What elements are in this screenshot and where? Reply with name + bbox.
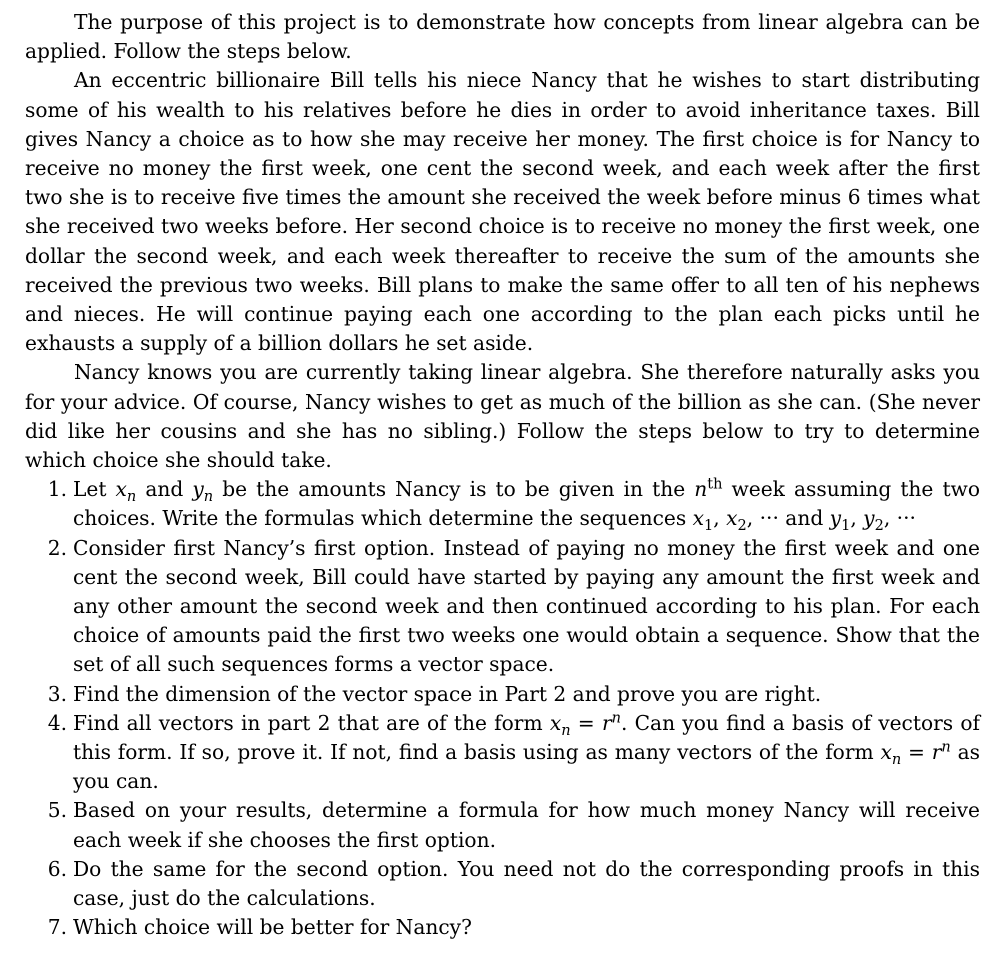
math-sub: 1 — [841, 518, 851, 535]
math-x: x — [692, 506, 705, 531]
advice-paragraph: Nancy knows you are currently taking linear algebra. She therefore naturally asks you for your advice. Of course, Nancy wishes to get as much of the billion as she can. (She never did like her cousins and she has no sibling.) Follow the steps below to try to determine which choice she should take. — [25, 360, 980, 473]
step-text: and — [136, 477, 193, 502]
math-y: y — [829, 506, 842, 531]
math-sub: n — [561, 722, 571, 739]
step-text: be the amounts Nancy is to be given in the — [213, 477, 695, 502]
math-x: x — [115, 477, 127, 502]
math-x: x — [880, 740, 892, 765]
step-text: week assuming the two choices. Write the formulas which determine the sequences — [73, 477, 980, 531]
list-item — [47, 475, 980, 535]
math-sub: 2 — [737, 518, 747, 535]
step-text: Based on your results, determine a formula for how much money Nancy will receive each week if she chooses the first option. — [73, 798, 980, 852]
math-sub: 2 — [874, 518, 884, 535]
math-sub: n — [126, 489, 137, 506]
step-text: , ··· and — [746, 506, 830, 531]
intro-paragraph: The purpose of this project is to demonstrate how concepts from linear algebra can be applied. Follow the steps below. — [25, 10, 980, 64]
step-text: , ··· — [883, 506, 916, 531]
step-text: Which choice will be better for Nancy? — [73, 915, 472, 940]
math-sub: 1 — [704, 518, 714, 535]
math-r: r — [601, 710, 612, 735]
step-text: Consider first Nancy’s first option. Instead of paying no money the first week and one cent the second week, Bill could have started by paying any amount the first week and any other amount the second week and then continued according to his plan. For each choice of amounts paid the first two weeks one would obtain a sequence. Show that the set of all such sequences forms a vector space. — [73, 535, 980, 677]
math-x: x — [726, 506, 738, 531]
math-y: y — [863, 506, 875, 531]
math-y: y — [192, 477, 204, 502]
step-number: 6. — [47, 856, 67, 881]
step-text: Find the dimension of the vector space in Part 2 and prove you are right. — [73, 681, 822, 706]
step-number: 4. — [47, 710, 67, 735]
step-number: 1. — [47, 477, 67, 502]
step-text: as you can. — [73, 740, 980, 794]
list-item — [47, 709, 980, 797]
math-sup: n — [941, 739, 951, 756]
list-item — [47, 680, 980, 709]
math-sup: n — [611, 710, 621, 727]
math-x: x — [549, 710, 562, 735]
step-text: Let — [73, 477, 116, 502]
step-text: , — [713, 506, 727, 531]
list-item — [47, 534, 980, 680]
story-paragraph: An eccentric billionaire Bill tells his niece Nancy that he wishes to start distributing some of his wealth to his relatives before he dies in order to avoid inheritance taxes. Bill gives Nancy a choice as to how she may receive her money. The first choice is for Nancy to receive no money the first week, one cent the second week, and each week after the first two she is to receive five times the amount she received the week before minus 6 times what she received two weeks before. Her second choice is to receive no money the first week, one dollar the second week, and each week thereafter to receive the sum of the amounts she received the previous two weeks. Bill plans to make the same offer to all ten of his nephews and nieces. He will continue paying each one according to the plan each picks until he exhausts a supply of a billion dollars he set aside. — [25, 68, 980, 356]
step-text: . Can you find a basis of vectors of this form. If so, prove it. If not, find a basis using as many vectors of the form — [73, 710, 980, 765]
steps-list — [25, 475, 980, 942]
list-item — [47, 796, 980, 854]
math-sub: n — [203, 489, 214, 506]
math-sub: n — [891, 752, 902, 769]
step-number: 2. — [47, 535, 67, 560]
document-page — [25, 8, 980, 943]
list-item — [47, 855, 980, 913]
math-r: r — [931, 740, 942, 765]
math-equals: = — [570, 710, 602, 735]
step-text: Do the same for the second option. You need not do the corresponding proofs in this case, just do the calculations. — [73, 856, 980, 911]
step-number: 7. — [47, 915, 67, 940]
math-sup: th — [707, 476, 723, 493]
step-text: , — [850, 506, 864, 531]
list-item — [47, 913, 980, 942]
step-number: 3. — [47, 681, 67, 706]
step-number: 5. — [47, 798, 67, 823]
math-n: n — [694, 477, 708, 502]
math-equals: = — [901, 740, 932, 765]
step-text: Find all vectors in part 2 that are of the form — [73, 710, 550, 735]
